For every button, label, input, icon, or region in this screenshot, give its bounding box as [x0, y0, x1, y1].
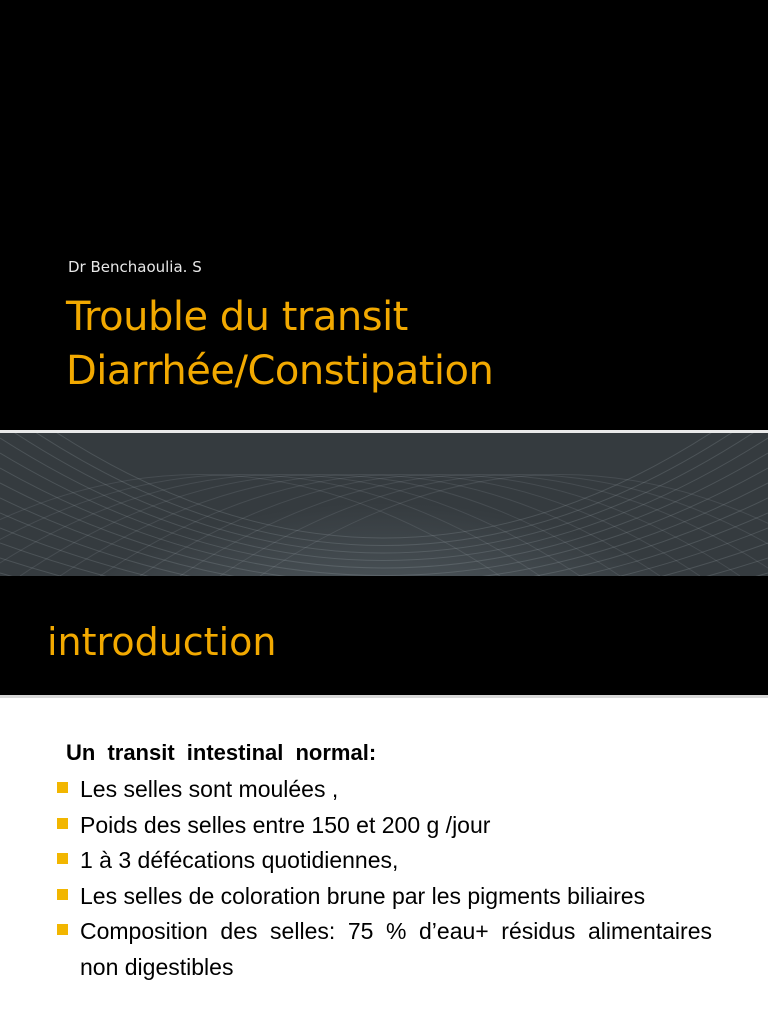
- list-item: 1 à 3 défécations quotidiennes,: [54, 843, 712, 879]
- square-bullet-icon: [57, 889, 68, 900]
- author-name: Dr Benchaoulia. S: [68, 258, 202, 276]
- list-item: Les selles sont moulées ,: [54, 772, 712, 808]
- title-line-2: Diarrhée/Constipation: [66, 348, 494, 394]
- title-line-1: Trouble du transit: [66, 294, 408, 340]
- square-bullet-icon: [57, 924, 68, 935]
- bullet-list: [54, 772, 712, 985]
- lead-text: Un transit intestinal normal:: [66, 740, 377, 765]
- square-bullet-icon: [57, 782, 68, 793]
- wave-pattern: [0, 433, 768, 576]
- section-title: introduction: [47, 620, 277, 664]
- list-item: Poids des selles entre 150 et 200 g /jour: [54, 808, 712, 844]
- square-bullet-icon: [57, 853, 68, 864]
- slide-title: [66, 290, 493, 398]
- square-bullet-icon: [57, 818, 68, 829]
- decorative-gradient-band: [0, 433, 768, 576]
- list-item: Les selles de coloration brune par les pigments biliaires: [54, 879, 712, 915]
- list-item: Composition des selles: 75 % d’eau+ résidus alimentaires non digestibles: [54, 914, 712, 985]
